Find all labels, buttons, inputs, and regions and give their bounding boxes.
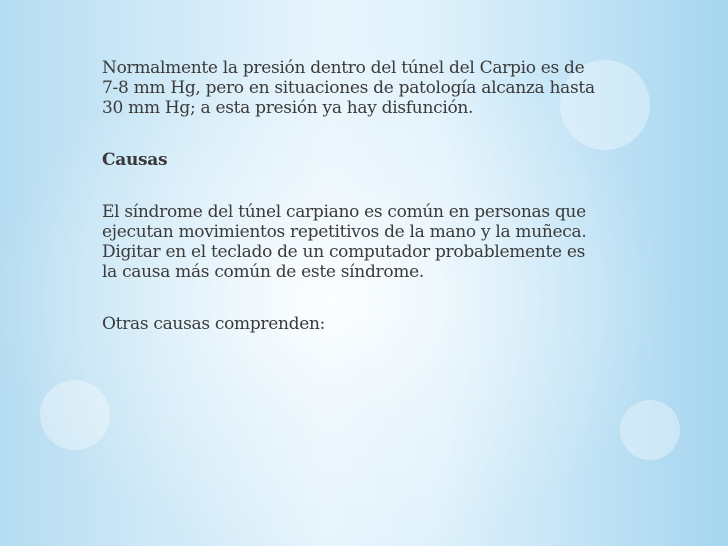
- paragraph-presion: Normalmente la presión dentro del túnel del Carpio es de 7-8 mm Hg, pero en situaciones de patología alcanza hasta 30 mm Hg; a esta presión ya hay disfunción.: [102, 58, 595, 118]
- slide-body: [102, 58, 602, 366]
- background-bokeh-3: [620, 400, 680, 460]
- paragraph-sindrome: El síndrome del túnel carpiano es común en personas que ejecutan movimientos repetitivos de la mano y la muñeca. Digitar en el teclado de un computador probablemente es la causa más común de este síndrome.: [102, 202, 587, 282]
- paragraph-otras-causas: Otras causas comprenden:: [102, 314, 326, 334]
- heading-causas: Causas: [102, 150, 168, 170]
- background-bokeh-2: [40, 380, 110, 450]
